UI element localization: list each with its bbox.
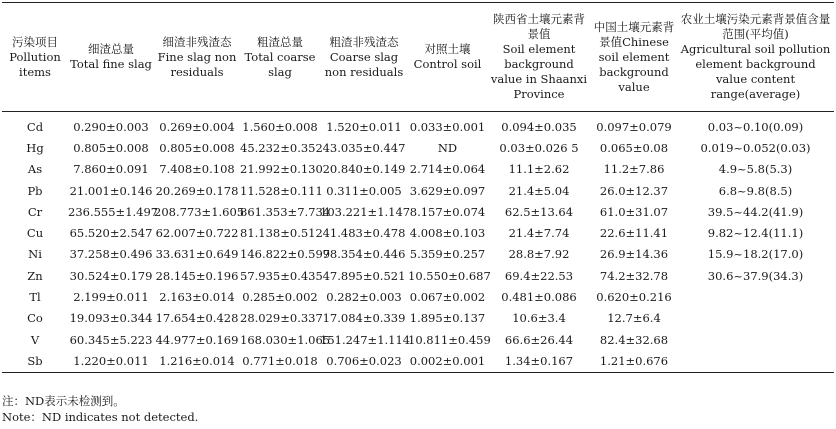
table-row <box>2 112 834 138</box>
table-cell <box>677 350 834 372</box>
pollution-item-cell: Pb <box>27 183 43 198</box>
table-notes <box>2 393 198 425</box>
table-cell: 0.002±0.001 <box>409 353 486 368</box>
table-cell: 1.34±0.167 <box>504 353 574 368</box>
column-header-english: Total coarse slag <box>244 49 316 79</box>
table-cell: 66.6±26.44 <box>504 332 574 347</box>
table-cell: 44.977±0.169 <box>155 332 239 347</box>
table-cell: 6.8~9.8(8.5) <box>718 183 793 198</box>
table-cell: 8.157±0.074 <box>409 204 486 219</box>
table-cell: 1.560±0.008 <box>242 119 318 134</box>
table-cell: 2.714±0.064 <box>409 162 486 177</box>
table-cell: 0.065±0.08 <box>599 140 669 155</box>
column-header <box>2 3 68 112</box>
column-header <box>677 3 834 112</box>
table-row <box>2 180 834 201</box>
table-cell: 61.0±31.07 <box>599 204 669 219</box>
table-cell: 81.138±0.512 <box>240 226 323 241</box>
table-cell: 0.290±0.003 <box>73 119 149 134</box>
note-english: Note：ND indicates not detected. <box>2 410 199 424</box>
table-cell: 82.4±32.68 <box>599 332 669 347</box>
table-cell: 1.21±0.676 <box>599 353 669 368</box>
column-header-english: soil element background value <box>598 49 670 94</box>
table-cell: 0.805±0.008 <box>73 140 149 155</box>
table-cell: 11.1±2.62 <box>508 162 570 177</box>
table-cell: 41.483±0.478 <box>322 226 406 241</box>
table-cell: 1.895±0.137 <box>409 311 486 326</box>
table-cell: 26.9±14.36 <box>599 247 669 262</box>
table-cell: 43.035±0.447 <box>322 140 406 155</box>
table-cell: 0.03~0.10(0.09) <box>707 119 804 134</box>
table-cell: 17.654±0.428 <box>155 311 239 326</box>
table-cell <box>677 329 834 350</box>
column-header <box>154 3 240 112</box>
note-chinese: 注：ND表示未检测到。 <box>2 394 125 408</box>
table-cell: 1.220±0.011 <box>73 353 149 368</box>
table-cell <box>677 308 834 329</box>
pollution-item-cell: Tl <box>29 290 41 305</box>
table-cell: 0.706±0.023 <box>326 353 402 368</box>
table-row <box>2 265 834 286</box>
table-cell <box>677 286 834 307</box>
table-cell: 5.359±0.257 <box>409 247 486 262</box>
column-header <box>68 3 154 112</box>
table-cell: 103.221±1.147 <box>320 204 411 219</box>
table-cell: 236.555±1.497 <box>68 204 159 219</box>
table-cell: 861.353±7.734 <box>240 204 331 219</box>
pollution-item-cell: Cu <box>26 226 44 241</box>
column-header-chinese: 细渣总量 <box>88 42 134 56</box>
pollution-item-cell: Zn <box>27 268 43 283</box>
column-header <box>408 3 487 112</box>
column-header-chinese: 污染项目 <box>12 34 58 49</box>
table-header <box>2 3 834 112</box>
table-cell: 0.094±0.035 <box>501 119 577 134</box>
table-cell: 4.9~5.8(5.3) <box>718 162 793 177</box>
table-cell: 17.084±0.339 <box>322 311 406 326</box>
table-cell: 57.935±0.435 <box>240 268 323 283</box>
table-cell: 146.822±0.599 <box>240 247 331 262</box>
column-header-english: Pollution items <box>9 49 61 79</box>
table-cell: 2.163±0.014 <box>159 290 235 305</box>
document <box>0 2 836 424</box>
column-header-english: Total fine slag <box>70 57 152 71</box>
table-cell: 19.093±0.344 <box>69 311 153 326</box>
table-cell: 62.007±0.722 <box>155 226 239 241</box>
table-row <box>2 286 834 307</box>
header-row <box>2 3 834 112</box>
table-cell: 10.6±3.4 <box>512 311 566 326</box>
column-header <box>487 3 591 112</box>
table-cell: 10.811±0.459 <box>408 332 491 347</box>
column-header-english: Coarse slag non residuals <box>324 49 404 79</box>
pollution-item-cell: Cr <box>27 204 43 219</box>
table-cell: 0.067±0.002 <box>409 290 486 305</box>
table-cell: 7.860±0.091 <box>73 162 149 177</box>
table-cell: 21.992±0.130 <box>240 162 323 177</box>
column-header-chinese: 农业土壤污染元素背景值含量范围(平均值) <box>680 12 831 41</box>
table-cell: 28.029±0.337 <box>240 311 323 326</box>
table-cell: 0.620±0.216 <box>596 290 672 305</box>
table-row <box>2 244 834 265</box>
column-header-english: Agricultural soil pollution element background value content range(average) <box>680 42 831 101</box>
column-header-english: Control soil <box>413 57 482 71</box>
table-cell: 0.805±0.008 <box>159 140 235 155</box>
table-row <box>2 222 834 243</box>
table-cell: 62.5±13.64 <box>504 204 574 219</box>
table-cell: 28.145±0.196 <box>155 268 239 283</box>
table-row <box>2 329 834 350</box>
pollution-item-cell: V <box>30 332 40 347</box>
table-cell: 0.019~0.052(0.03) <box>700 140 811 155</box>
table-cell: 30.6~37.9(34.3) <box>707 268 804 283</box>
table-cell: 10.550±0.687 <box>408 268 491 283</box>
table-cell: 4.008±0.103 <box>409 226 486 241</box>
table-cell: 1.520±0.011 <box>326 119 402 134</box>
pollution-item-cell: Ni <box>28 247 42 262</box>
column-header <box>591 3 677 112</box>
table-cell: 45.232±0.352 <box>240 140 323 155</box>
table-cell: 22.6±11.41 <box>599 226 669 241</box>
table-row <box>2 201 834 222</box>
column-header-chinese: 陕西省土壤元素背景值 <box>493 12 585 41</box>
table-cell: 9.82~12.4(11.1) <box>707 226 804 241</box>
table-cell: 0.771±0.018 <box>242 353 318 368</box>
table-row <box>2 137 834 158</box>
table-cell: 1.216±0.014 <box>159 353 235 368</box>
table-cell: 0.311±0.005 <box>326 183 402 198</box>
data-table <box>2 2 834 373</box>
column-header <box>240 3 320 112</box>
table-cell: ND <box>437 140 458 155</box>
pollution-item-cell: Sb <box>27 353 43 368</box>
table-cell: 0.269±0.004 <box>159 119 235 134</box>
table-cell: 21.4±7.74 <box>508 226 570 241</box>
column-header-english: Soil element background value in Shaanxi Province <box>490 42 588 101</box>
table-cell: 0.033±0.001 <box>409 119 486 134</box>
table-cell: 0.481±0.086 <box>501 290 577 305</box>
table-cell: 78.354±0.446 <box>322 247 406 262</box>
pollution-item-cell: Co <box>27 311 43 326</box>
table-cell: 28.8±7.92 <box>508 247 570 262</box>
table-cell: 33.631±0.649 <box>155 247 239 262</box>
table-cell: 39.5~44.2(41.9) <box>707 204 804 219</box>
table-cell: 69.4±22.53 <box>504 268 574 283</box>
pollution-item-cell: Hg <box>26 140 44 155</box>
table-cell: 151.247±1.114 <box>320 332 411 347</box>
table-cell: 11.528±0.111 <box>240 183 323 198</box>
column-header-chinese: 粗渣非残渣态 <box>329 34 399 49</box>
table-cell: 15.9~18.2(17.0) <box>707 247 804 262</box>
table-cell: 21.001±0.146 <box>69 183 153 198</box>
table-cell: 21.4±5.04 <box>508 183 570 198</box>
column-header-english: Fine slag non residuals <box>157 49 237 79</box>
table-row <box>2 350 834 372</box>
column-header-chinese: 细渣非残渣态 <box>162 34 232 49</box>
table-row <box>2 308 834 329</box>
column-header <box>320 3 408 112</box>
table-cell: 65.520±2.547 <box>69 226 153 241</box>
table-cell: 168.030±1.065 <box>240 332 331 347</box>
table-cell: 0.282±0.003 <box>326 290 402 305</box>
table-body <box>2 112 834 373</box>
table-cell: 37.258±0.496 <box>69 247 153 262</box>
table-cell: 2.199±0.011 <box>73 290 149 305</box>
table-cell: 208.773±1.605 <box>154 204 245 219</box>
table-cell: 20.269±0.178 <box>155 183 239 198</box>
pollution-item-cell: Cd <box>26 119 44 134</box>
table-cell: 3.629±0.097 <box>409 183 486 198</box>
table-cell: 11.2±7.86 <box>603 162 665 177</box>
table-cell: 0.03±0.026 5 <box>499 140 579 155</box>
table-cell: 0.097±0.079 <box>596 119 672 134</box>
table-cell: 12.7±6.4 <box>607 311 661 326</box>
table-cell: 0.285±0.002 <box>242 290 318 305</box>
table-cell: 60.345±5.223 <box>69 332 153 347</box>
table-cell: 20.840±0.149 <box>322 162 406 177</box>
column-header-chinese: 对照土壤 <box>424 42 471 56</box>
pollution-item-cell: As <box>27 162 43 177</box>
table-row <box>2 159 834 180</box>
table-cell: 30.524±0.179 <box>69 268 153 283</box>
table-cell: 74.2±32.78 <box>599 268 669 283</box>
column-header-chinese: 粗渣总量 <box>257 34 303 49</box>
table-cell: 7.408±0.108 <box>159 162 235 177</box>
table-cell: 26.0±12.37 <box>599 183 669 198</box>
table-cell: 47.895±0.521 <box>322 268 406 283</box>
column-header-chinese: 中国土壤元素背景值Chinese <box>593 19 675 49</box>
